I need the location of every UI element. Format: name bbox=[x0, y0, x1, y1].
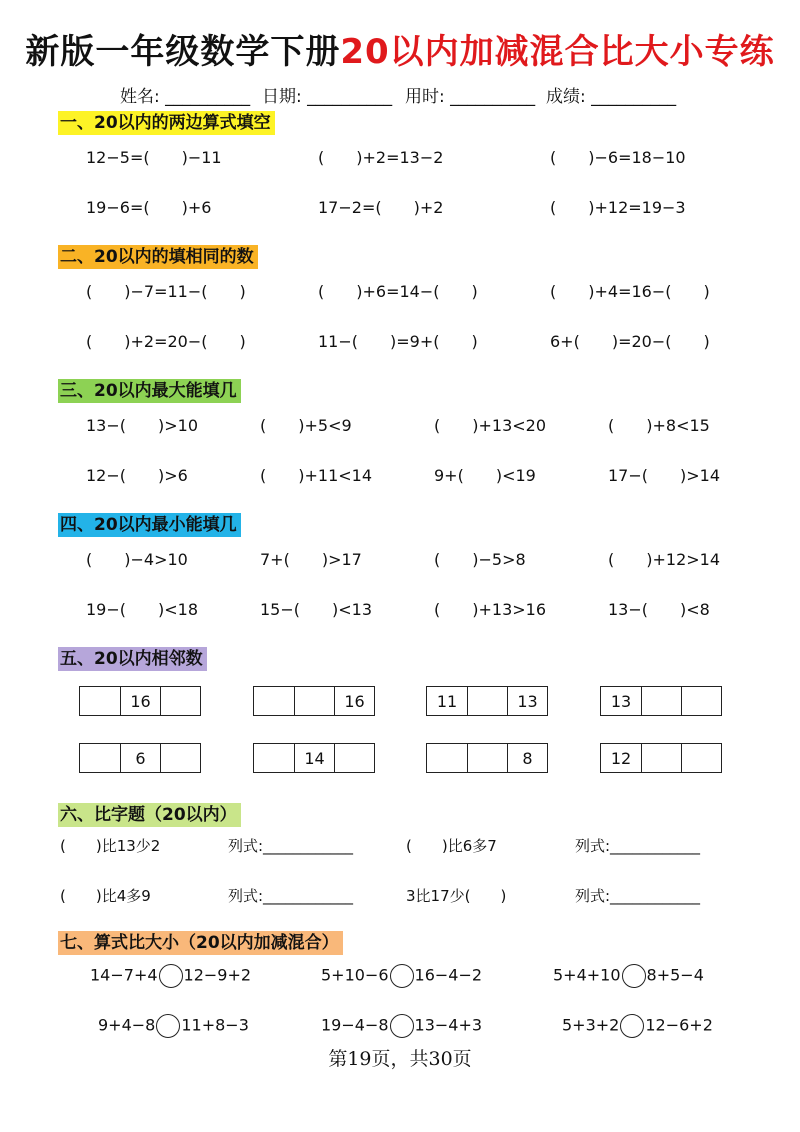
section-1-heading: 一、20以内的两边算式填空 bbox=[58, 111, 275, 135]
problem: ( )+13<20 bbox=[434, 416, 547, 435]
expr-left: 5+3+2 bbox=[562, 1015, 620, 1035]
problem: ( )−6=18−10 bbox=[550, 148, 686, 167]
section-3-heading: 三、20以内最大能填几 bbox=[58, 379, 241, 403]
compare-problem bbox=[321, 1014, 482, 1038]
compare-problem bbox=[90, 964, 251, 988]
neighbor-box bbox=[253, 743, 375, 773]
expr-right: 16−4−2 bbox=[414, 965, 483, 985]
problem: ( )+13>16 bbox=[434, 600, 547, 619]
neighbor-box bbox=[600, 743, 722, 773]
section-7-heading: 七、算式比大小（20以内加减混合） bbox=[58, 931, 343, 955]
equation-line[interactable]: 列式:____________ bbox=[575, 837, 701, 855]
neighbor-cell[interactable] bbox=[160, 744, 200, 772]
neighbor-box bbox=[600, 686, 722, 716]
compare-circle[interactable] bbox=[622, 964, 646, 988]
problem: ( )+11<14 bbox=[260, 466, 373, 485]
problem: 13−( )>10 bbox=[86, 416, 199, 435]
compare-circle[interactable] bbox=[159, 964, 183, 988]
neighbor-cell[interactable]: 8 bbox=[507, 744, 547, 772]
word-problem: ( )比4多9 bbox=[60, 887, 151, 905]
problem: ( )+12=19−3 bbox=[550, 198, 686, 217]
neighbor-cell[interactable] bbox=[294, 687, 334, 715]
problem: ( )+2=20−( ) bbox=[86, 332, 246, 351]
problem: 17−2=( )+2 bbox=[318, 198, 444, 217]
expr-right: 12−9+2 bbox=[183, 965, 252, 985]
problem: 9+( )<19 bbox=[434, 466, 536, 485]
word-problem: ( )比6多7 bbox=[406, 837, 497, 855]
neighbor-cell[interactable] bbox=[681, 744, 721, 772]
neighbor-cell[interactable] bbox=[160, 687, 200, 715]
page-title bbox=[0, 24, 800, 73]
section-6-heading: 六、比字题（20以内） bbox=[58, 803, 241, 827]
expr-left: 19−4−8 bbox=[321, 1015, 389, 1035]
problem: ( )+8<15 bbox=[608, 416, 710, 435]
compare-circle[interactable] bbox=[390, 964, 414, 988]
problem: 7+( )>17 bbox=[260, 550, 362, 569]
problem: ( )−5>8 bbox=[434, 550, 526, 569]
page-number: 第19页，共30页 bbox=[328, 1048, 472, 1070]
neighbor-cell[interactable]: 16 bbox=[120, 687, 160, 715]
problem: 19−6=( )+6 bbox=[86, 198, 212, 217]
word-problem: ( )比13少2 bbox=[60, 837, 161, 855]
expr-left: 5+10−6 bbox=[321, 965, 389, 985]
time-field[interactable]: 用时: __________ bbox=[405, 87, 536, 107]
problem: 15−( )<13 bbox=[260, 600, 373, 619]
section-2-heading: 二、20以内的填相同的数 bbox=[58, 245, 258, 269]
compare-problem bbox=[321, 964, 482, 988]
neighbor-cell[interactable]: 14 bbox=[294, 744, 334, 772]
problem: 19−( )<18 bbox=[86, 600, 199, 619]
title-main: 新版一年级数学下册 bbox=[25, 32, 341, 72]
neighbor-cell[interactable] bbox=[427, 744, 467, 772]
neighbor-box bbox=[253, 686, 375, 716]
compare-circle[interactable] bbox=[620, 1014, 644, 1038]
expr-left: 14−7+4 bbox=[90, 965, 158, 985]
problem: ( )−4>10 bbox=[86, 550, 188, 569]
score-field[interactable]: 成绩: __________ bbox=[546, 87, 677, 107]
neighbor-cell[interactable] bbox=[254, 744, 294, 772]
neighbor-cell[interactable] bbox=[80, 744, 120, 772]
neighbor-cell[interactable]: 13 bbox=[610, 691, 632, 711]
neighbor-box bbox=[426, 743, 548, 773]
neighbor-cell[interactable] bbox=[641, 744, 681, 772]
neighbor-cell[interactable]: 13 bbox=[507, 687, 547, 715]
problem: ( )+5<9 bbox=[260, 416, 352, 435]
problem: 12−5=( )−11 bbox=[86, 148, 222, 167]
compare-circle[interactable] bbox=[390, 1014, 414, 1038]
neighbor-cell[interactable] bbox=[467, 687, 507, 715]
problem: ( )+4=16−( ) bbox=[550, 282, 710, 301]
problem: ( )−7=11−( ) bbox=[86, 282, 246, 301]
neighbor-cell[interactable]: 6 bbox=[120, 744, 160, 772]
expr-right: 12−6+2 bbox=[645, 1015, 713, 1035]
expr-left: 5+4+10 bbox=[553, 965, 621, 985]
expr-right: 13−4+3 bbox=[414, 1015, 483, 1035]
equation-line[interactable]: 列式:____________ bbox=[228, 837, 354, 855]
neighbor-cell[interactable] bbox=[80, 687, 120, 715]
compare-circle[interactable] bbox=[156, 1014, 180, 1038]
problem: ( )+12>14 bbox=[608, 550, 721, 569]
problem: 17−( )>14 bbox=[608, 466, 721, 485]
neighbor-cell[interactable] bbox=[254, 687, 294, 715]
neighbor-cell[interactable] bbox=[641, 687, 681, 715]
expr-right: 8+5−4 bbox=[646, 965, 704, 985]
neighbor-cell[interactable] bbox=[467, 744, 507, 772]
equation-line[interactable]: 列式:____________ bbox=[228, 887, 354, 905]
problem: 6+( )=20−( ) bbox=[550, 332, 710, 351]
neighbor-box bbox=[426, 686, 548, 716]
date-field[interactable]: 日期: __________ bbox=[262, 87, 393, 107]
problem: 13−( )<8 bbox=[608, 600, 710, 619]
compare-problem bbox=[562, 1014, 713, 1038]
neighbor-cell[interactable]: 12 bbox=[610, 748, 632, 768]
neighbor-cell[interactable]: 11 bbox=[436, 691, 458, 711]
compare-problem bbox=[98, 1014, 249, 1038]
problem: ( )+6=14−( ) bbox=[318, 282, 478, 301]
expr-left: 9+4−8 bbox=[98, 1015, 156, 1035]
equation-line[interactable]: 列式:____________ bbox=[575, 887, 701, 905]
neighbor-box bbox=[79, 686, 201, 716]
problem: 11−( )=9+( ) bbox=[318, 332, 478, 351]
problem: 12−( )>6 bbox=[86, 466, 188, 485]
section-5-heading: 五、20以内相邻数 bbox=[58, 647, 207, 671]
problem: ( )+2=13−2 bbox=[318, 148, 444, 167]
neighbor-cell[interactable] bbox=[334, 744, 374, 772]
neighbor-cell[interactable]: 16 bbox=[334, 687, 374, 715]
neighbor-box bbox=[79, 743, 201, 773]
expr-right: 11+8−3 bbox=[181, 1015, 249, 1035]
neighbor-cell[interactable] bbox=[681, 687, 721, 715]
title-highlight: 20以内加减混合比大小专练 bbox=[340, 32, 775, 72]
section-4-heading: 四、20以内最小能填几 bbox=[58, 513, 241, 537]
word-problem: 3比17少( ) bbox=[406, 887, 507, 905]
compare-problem bbox=[553, 964, 704, 988]
name-field[interactable]: 姓名: __________ bbox=[120, 87, 251, 107]
